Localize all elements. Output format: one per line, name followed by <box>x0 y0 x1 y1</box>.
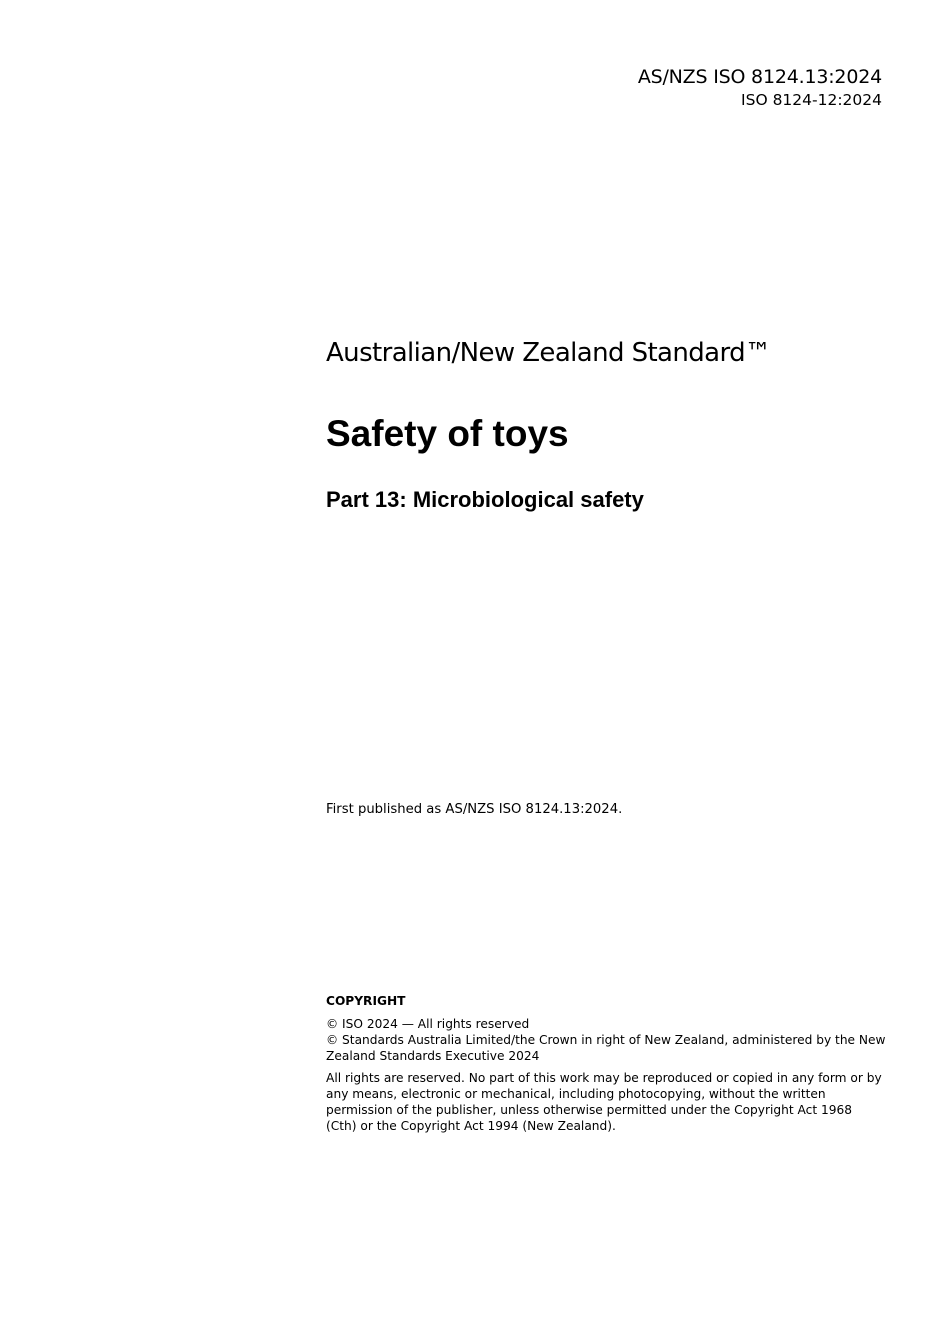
copyright-heading: COPYRIGHT <box>326 994 406 1008</box>
rights-statement: All rights are reserved. No part of this work may be reproduced or copied in any form or by any means, electronic or mechanical, including photocopying, without the written permission of the publisher, unless otherwise permitted under the Copyright Act 1968 (Cth) or the Copyright Act 1994 (New Zealand). <box>326 1071 882 1133</box>
standard-designation: AS/NZS ISO 8124.13:2024 <box>637 66 882 88</box>
sa-copyright-notice: © Standards Australia Limited/the Crown in right of New Zealand, administered by the New Zealand Standards Executive 2024 <box>326 1033 886 1063</box>
title-block <box>326 336 886 514</box>
designation-block <box>638 64 882 110</box>
copyright-block <box>326 993 896 1134</box>
publication-note: First published as AS/NZS ISO 8124.13:2024. <box>326 802 623 817</box>
iso-reference: ISO 8124-12:2024 <box>741 91 882 109</box>
standard-type: Australian/New Zealand Standard™ <box>326 338 771 368</box>
part-title: Part 13: Microbiological safety <box>326 487 644 512</box>
iso-copyright-notice: © ISO 2024 — All rights reserved <box>326 1017 530 1031</box>
document-title: Safety of toys <box>326 413 569 454</box>
